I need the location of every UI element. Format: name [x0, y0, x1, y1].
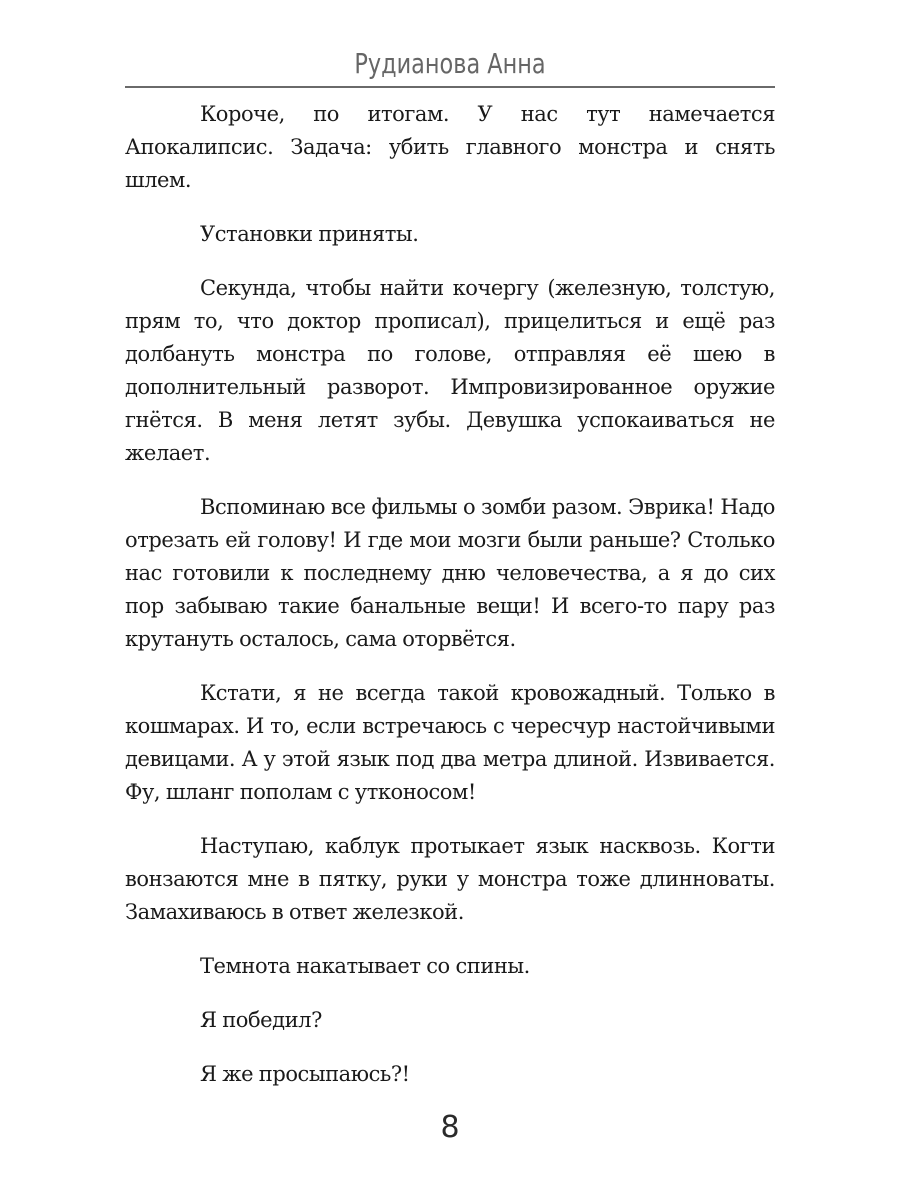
paragraph: Темнота накатывает со спины.	[200, 954, 530, 978]
paragraph: Короче, по итогам. У нас тут намечается Апокалипсис. Задача: убить главного монстра и снять шлем.	[125, 102, 775, 192]
paragraph: Наступаю, каблук протыкает язык насквозь. Когти вонзаются мне в пятку, руки у монстра тоже длинноваты. Замахиваюсь в ответ железкой.	[125, 834, 775, 924]
paragraph: Вспоминаю все фильмы о зомби разом. Эврика! Надо отрезать ей голову! И где мои мозги были раньше? Столько нас готовили к последнему дню человечества, а я до сих пор забываю такие банальные вещи! И всего-то пару раз крутануть осталось, сама оторвётся.	[125, 495, 775, 651]
paragraph: Кстати, я не всегда такой кровожадный. Только в кошмарах. И то, если встречаюсь с чересчур настойчивыми девицами. А у этой язык под два метра длиной. Извивается. Фу, шланг пополам с утконосом!	[125, 681, 775, 804]
header-divider	[125, 86, 775, 88]
running-header-author: Рудианова Анна	[354, 47, 546, 80]
paragraph: Я победил?	[200, 1008, 322, 1032]
page-number: 8	[440, 1110, 460, 1145]
paragraph: Я же просыпаюсь?!	[200, 1062, 410, 1086]
paragraph: Установки приняты.	[200, 222, 419, 246]
page-text	[125, 98, 775, 1112]
paragraph: Секунда, чтобы найти кочергу (железную, толстую, прям то, что доктор прописал), прицелиться и ещё раз долбануть монстра по голове, отправляя её шею в дополнительный разворот. Импровизированное оружие гнётся. В меня летят зубы. Девушка успокаиваться не желает.	[125, 276, 775, 465]
